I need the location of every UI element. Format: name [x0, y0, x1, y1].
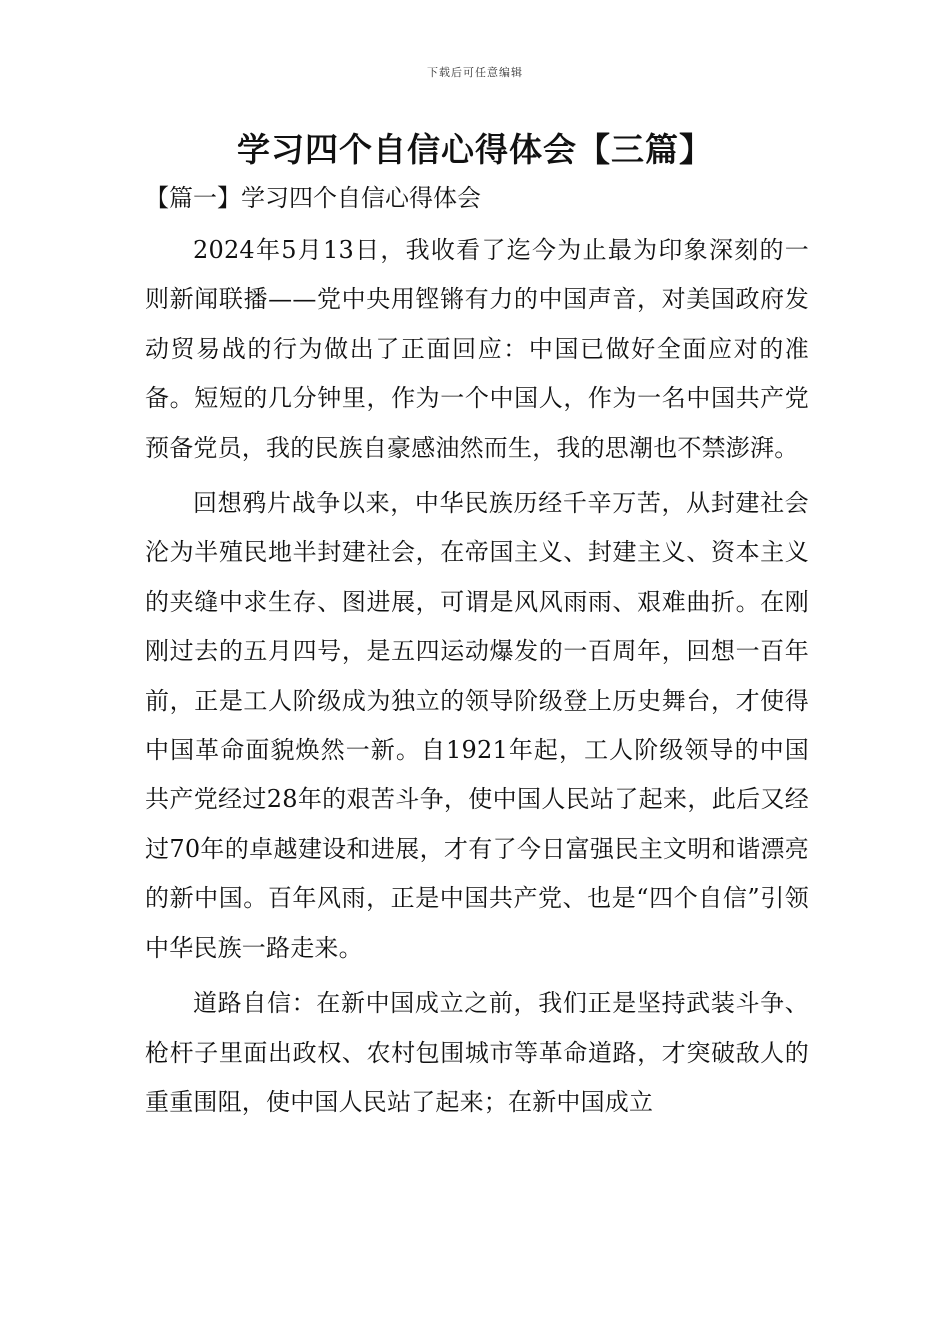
header-note: 下载后可任意编辑 — [427, 66, 523, 79]
paragraph-2: 回想鸦片战争以来，中华民族历经千辛万苦，从封建社会沦为半殖民地半封建社会，在帝国主义、封建主义、资本主义的夹缝中求生存、图进展，可谓是风风雨雨、艰难曲折。在刚刚过去的五月四号，是五四运动爆发的一百周年，回想一百年前，正是工人阶级成为独立的领导阶级登上历史舞台，才使得中国革命面貌焕然一新。自1921年起，工人阶级领导的中国共产党经过28年的艰苦斗争，使中国人民站了起来，此后又经过70年的卓越建设和进展，才有了今日富强民主文明和谐漂亮的新中国。百年风雨，正是中国共产党、也是“四个自信”引领中华民族一路走来。 — [145, 489, 809, 962]
section-heading: 【篇一】学习四个自信心得体会 — [145, 184, 481, 212]
paragraph-3: 道路自信：在新中国成立之前，我们正是坚持武装斗争、枪杆子里面出政权、农村包围城市等革命道路，才突破敌人的重重围阻，使中国人民站了起来；在新中国成立 — [145, 989, 809, 1116]
document-title: 学习四个自信心得体会【三篇】 — [237, 130, 713, 169]
body-text — [145, 226, 809, 1133]
paragraph-1: 2024年5月13日，我收看了迄今为止最为印象深刻的一则新闻联播——党中央用铿锵有力的中国声音，对美国政府发动贸易战的行为做出了正面回应：中国已做好全面应对的准备。短短的几分钟里，作为一个中国人，作为一名中国共产党预备党员，我的民族自豪感油然而生，我的思潮也不禁澎湃。 — [145, 236, 809, 462]
